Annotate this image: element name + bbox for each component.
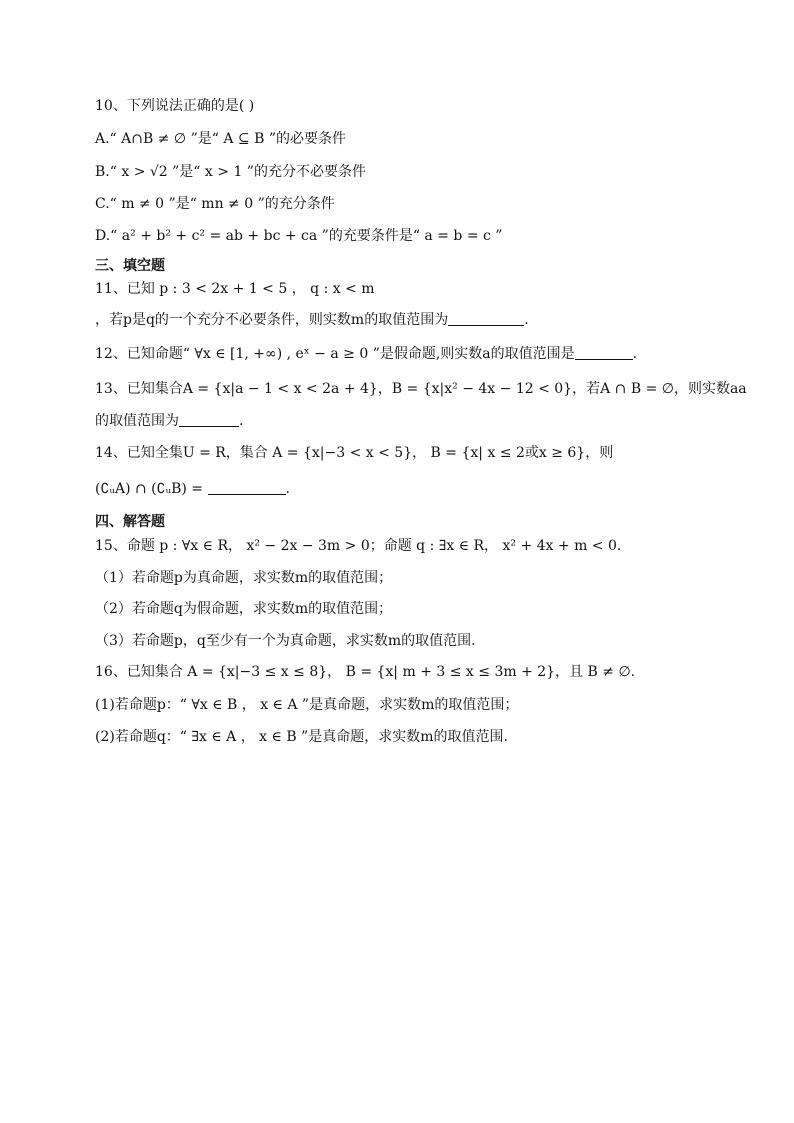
q10-option-c: C.“ m ≠ 0 ”是“ mn ≠ 0 ”的充分条件 <box>95 196 335 212</box>
q16-part-2: (2)若命题q：“ ∃x ∈ A ， x ∈ B ”是真命题，求实数m的取值范围. <box>95 729 508 745</box>
section-title-fill-in: 三、填空题 <box>95 258 165 274</box>
q11-answer-blank <box>448 311 524 326</box>
q15-part-1: （1）若命题p为真命题，求实数m的取值范围； <box>95 570 393 586</box>
q14-tail: . <box>285 481 290 497</box>
q10-option-a: A.“ A∩B ≠ ∅ ”是“ A ⊆ B ”的必要条件 <box>95 131 346 147</box>
q16-stem: 16、已知集合 A = {x|−3 ≤ x ≤ 8}， B = {x| m + 3 ≤ x ≤ 3m + 2}，且 B ≠ ∅. <box>95 664 636 680</box>
q13-answer-blank <box>179 412 239 427</box>
q12-text: 12、已知命题“ ∀x ∈ [1, +∞) , eˣ − a ≥ 0 ”是假命题,则实数a的取值范围是 <box>95 346 575 362</box>
q13-tail: . <box>239 413 244 429</box>
q11-line2 <box>95 310 529 330</box>
q14-line1: 14、已知全集U = R，集合 A = {x|−3 < x < 5}， B = {x| x ≤ 2或x ≥ 6}，则 <box>95 445 614 461</box>
q14-line2 <box>95 479 290 499</box>
section-title-solutions: 四、解答题 <box>95 514 165 530</box>
q14-expression: (∁ᵤA) ∩ (∁ᵤB) = <box>95 481 204 497</box>
q10-option-d: D.“ a² + b² + c² = ab + bc + ca ”的充要条件是“ a = b = c ” <box>95 228 503 244</box>
q11-tail: . <box>524 312 529 328</box>
q12-line <box>95 344 637 364</box>
q13-text: 的取值范围为 <box>95 413 179 429</box>
q13-line2 <box>95 411 243 431</box>
q10-stem: 10、下列说法正确的是( ) <box>95 98 255 114</box>
q15-stem: 15、命题 p : ∀x ∈ R， x² − 2x − 3m > 0；命题 q : ∃x ∈ R， x² + 4x + m < 0. <box>95 538 622 554</box>
q13-line1: 13、已知集合A = {x|a − 1 < x < 2a + 4}，B = {x|x² − 4x − 12 < 0}，若A ∩ B = ∅，则实数aa <box>95 381 747 397</box>
q16-part-1: (1)若命题p：“ ∀x ∈ B ， x ∈ A ”是真命题，求实数m的取值范围； <box>95 697 519 713</box>
q12-answer-blank <box>575 345 633 360</box>
q15-part-3: （3）若命题p，q至少有一个为真命题，求实数m的取值范围. <box>95 633 476 649</box>
q15-part-2: （2）若命题q为假命题，求实数m的取值范围； <box>95 601 393 617</box>
q10-option-b: B.“ x > √2 ”是“ x > 1 ”的充分不必要条件 <box>95 164 366 180</box>
q12-tail: . <box>632 346 638 362</box>
q14-answer-blank <box>208 480 286 495</box>
q11-text: ，若p是q的一个充分不必要条件，则实数m的取值范围为 <box>95 312 449 328</box>
q11-line1: 11、已知 p : 3 < 2x + 1 < 5 ， q : x < m <box>95 281 375 297</box>
